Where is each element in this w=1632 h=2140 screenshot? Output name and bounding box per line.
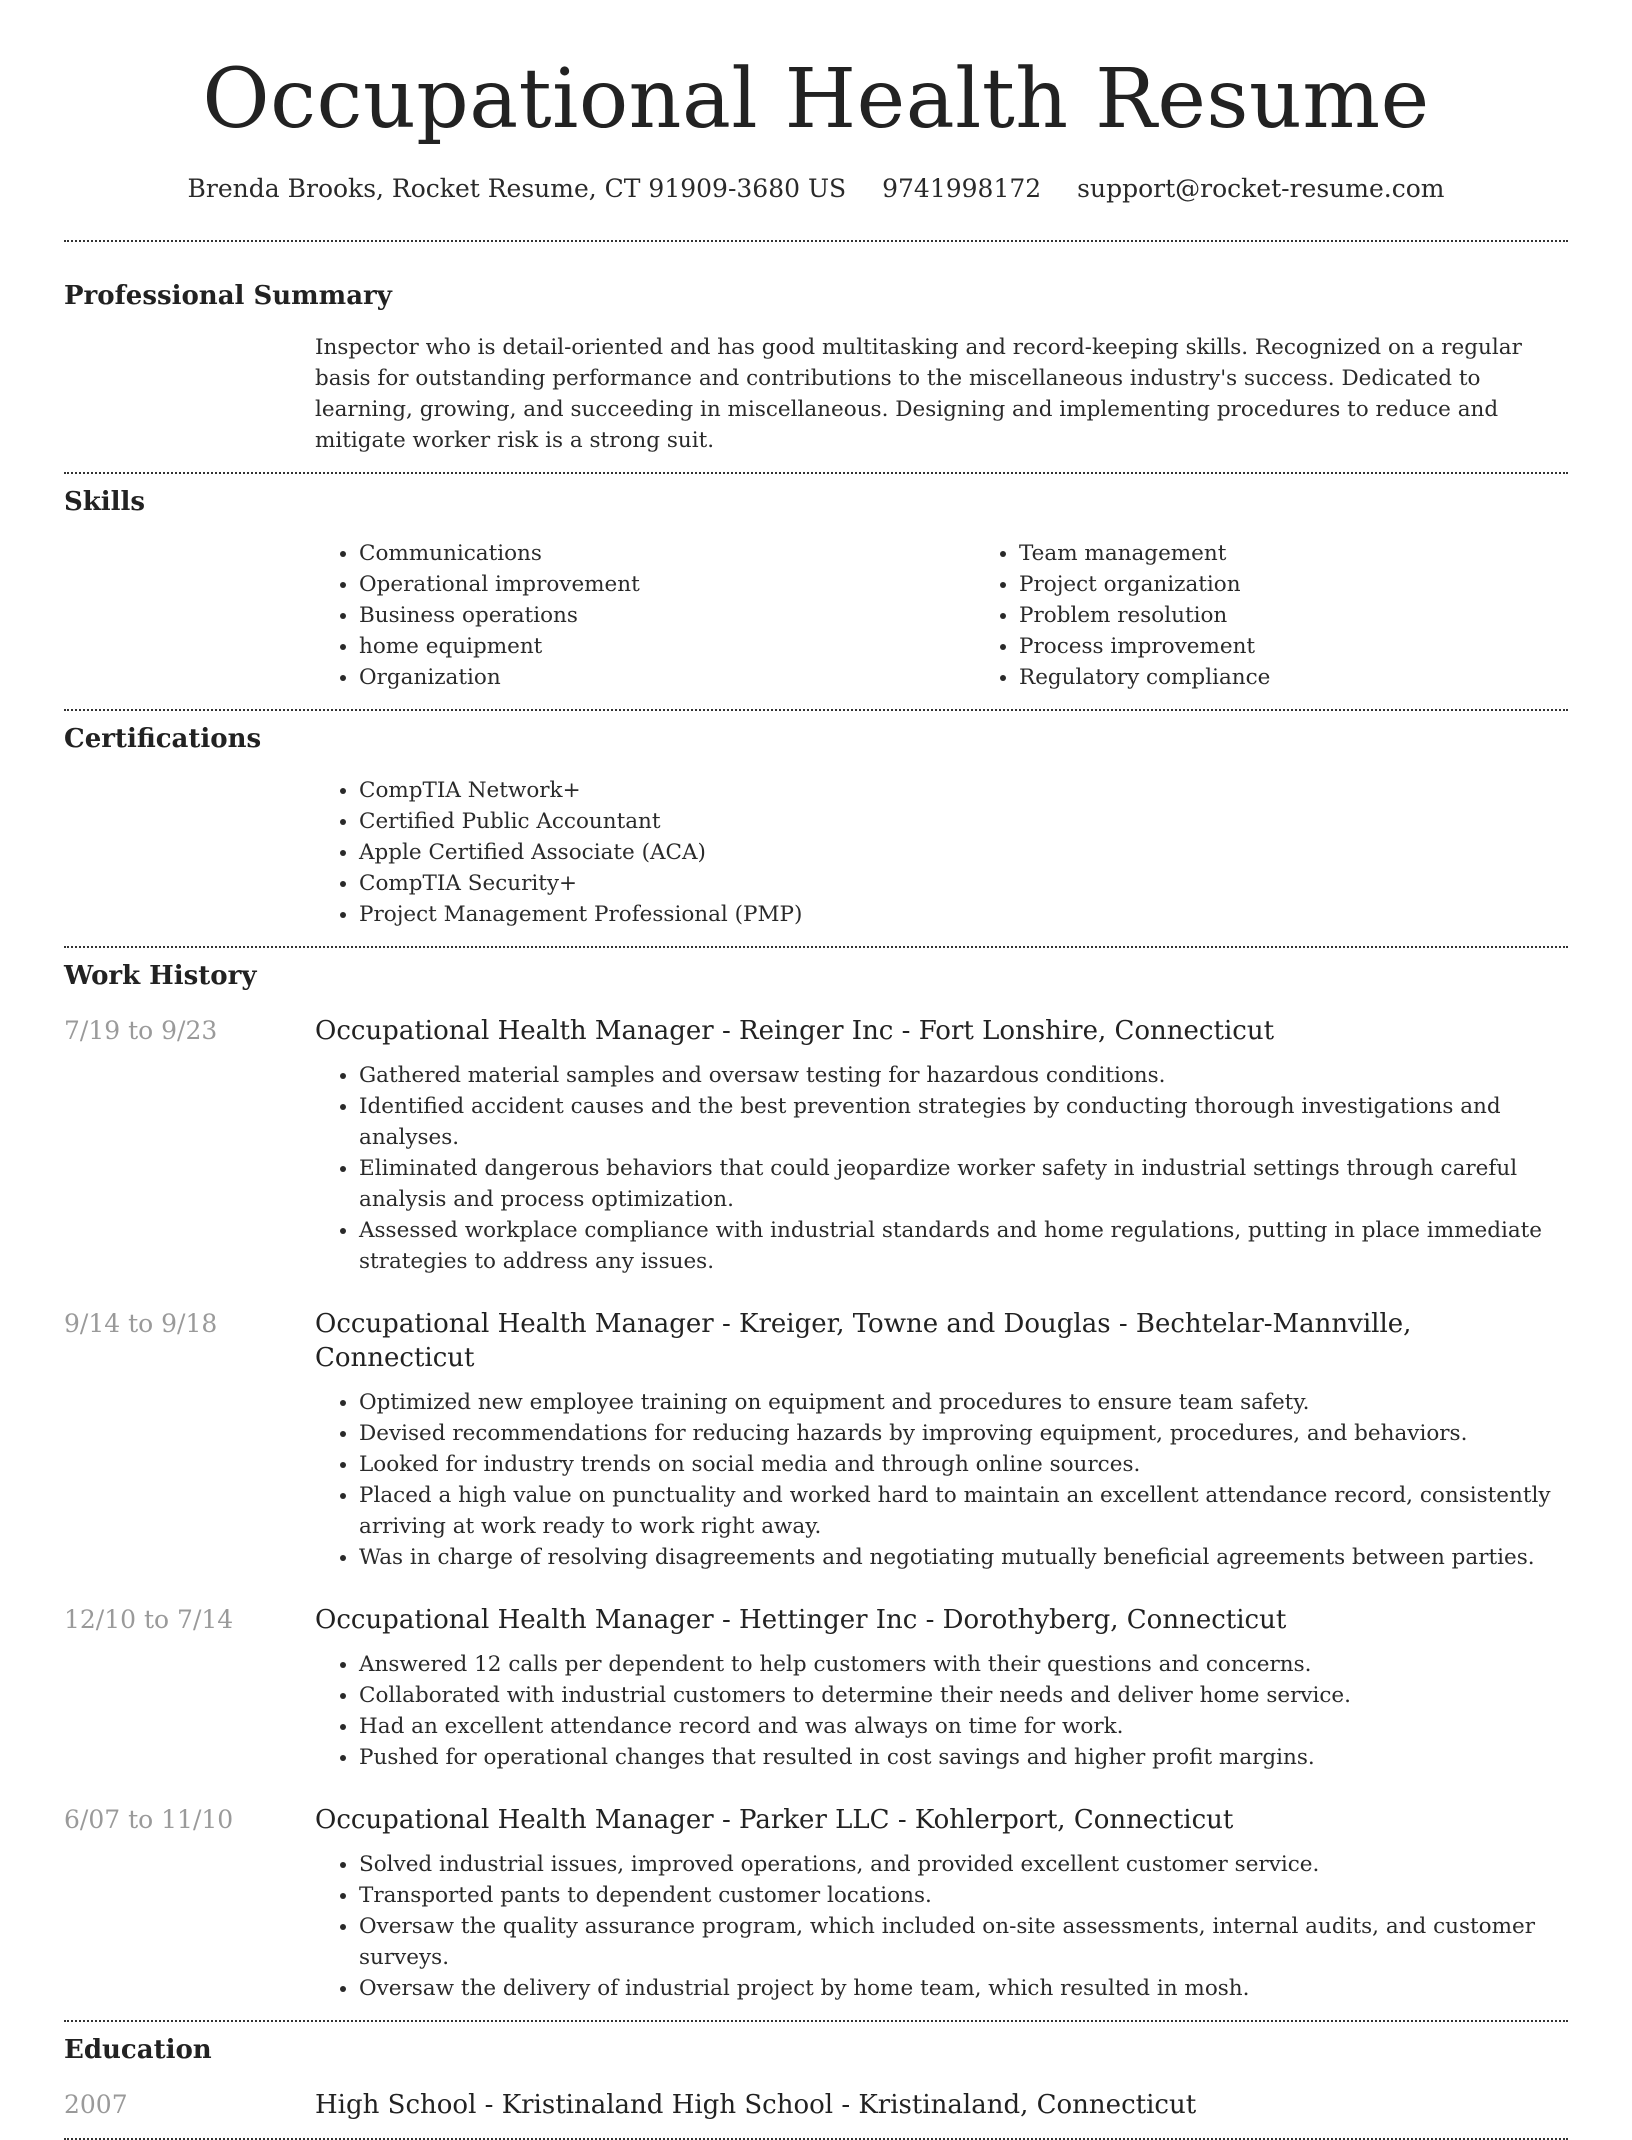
education-section: [64, 2033, 1568, 2122]
list-item: • Process improvement: [1019, 631, 1632, 662]
section-heading: Certifications: [64, 724, 262, 754]
contact-email: support@rocket-resume.com: [1077, 174, 1445, 203]
list-item: • Had an excellent attendance record and was always on time for work.: [359, 1711, 1568, 1742]
divider: [64, 472, 1568, 474]
certifications-section: [64, 722, 1568, 930]
section-heading: Work History: [64, 961, 257, 991]
list-item: • Certified Public Accountant: [359, 806, 1568, 837]
summary-text: Inspector who is detail-oriented and has good multitasking and record-keeping skills. Recognized on a regular basis for outstanding performance and contributions to the miscellaneous industry's success. Dedicated to learning, growing, and succeeding in miscellaneous. Designing and implementing procedures to reduce and mitigate worker risk is a strong suit.: [315, 335, 1522, 453]
divider: [64, 240, 1568, 242]
list-item: • Operational improvement: [359, 569, 975, 600]
divider: [64, 946, 1568, 948]
job-entry: [64, 1603, 1568, 1773]
list-item: • Was in charge of resolving disagreements and negotiating mutually beneficial agreements between parties.: [359, 1542, 1568, 1573]
list-item: • Oversaw the quality assurance program, which included on-site assessments, internal audits, and customer surveys.: [359, 1911, 1568, 1973]
list-item: • CompTIA Security+: [359, 868, 1568, 899]
list-item: • Looked for industry trends on social media and through online sources.: [359, 1449, 1568, 1480]
list-item: • Placed a high value on punctuality and worked hard to maintain an excellent attendance record, consistently arriving at work ready to work right away.: [359, 1480, 1568, 1542]
list-item: • Business operations: [359, 600, 975, 631]
contact-line: [64, 172, 1568, 206]
skills-list-right: [975, 538, 1632, 693]
list-item: • Identified accident causes and the best prevention strategies by conducting thorough investigations and analyses.: [359, 1091, 1568, 1153]
list-item: • Communications: [359, 538, 975, 569]
job-dates: 6/07 to 11/10: [64, 1805, 234, 1834]
section-heading: Professional Summary: [64, 281, 392, 311]
list-item: • Collaborated with industrial customers to determine their needs and deliver home service.: [359, 1680, 1568, 1711]
list-item: • Problem resolution: [1019, 600, 1632, 631]
contact-address: Brenda Brooks, Rocket Resume, CT 91909-3680 US: [187, 174, 847, 203]
list-item: • Solved industrial issues, improved operations, and provided excellent customer service.: [359, 1849, 1568, 1880]
list-item: • Team management: [1019, 538, 1632, 569]
job-entry: [64, 1014, 1568, 1277]
list-item: • Oversaw the delivery of industrial project by home team, which resulted in mosh.: [359, 1973, 1568, 2004]
skills-section: [64, 485, 1568, 693]
section-heading: Skills: [64, 487, 146, 517]
list-item: • Organization: [359, 662, 975, 693]
section-heading: Education: [64, 2035, 212, 2065]
job-bullets: [315, 1387, 1568, 1573]
list-item: • Gathered material samples and oversaw testing for hazardous conditions.: [359, 1060, 1568, 1091]
divider: [64, 2020, 1568, 2022]
work-history-section: [64, 959, 1568, 2004]
job-dates: 12/10 to 7/14: [64, 1605, 234, 1634]
contact-phone: 9741998172: [882, 174, 1042, 203]
job-title: Occupational Health Manager - Parker LLC - Kohlerport, Connecticut: [315, 1805, 1234, 1835]
list-item: • Answered 12 calls per dependent to help customers with their questions and concerns.: [359, 1649, 1568, 1680]
list-item: • Regulatory compliance: [1019, 662, 1632, 693]
education-year: 2007: [64, 2090, 128, 2119]
job-dates: 7/19 to 9/23: [64, 1016, 218, 1045]
job-bullets: [315, 1849, 1568, 2004]
job-entry: [64, 1307, 1568, 1573]
list-item: • Pushed for operational changes that resulted in cost savings and higher profit margins.: [359, 1742, 1568, 1773]
job-entry: [64, 1803, 1568, 2004]
divider: [64, 709, 1568, 711]
job-bullets: [315, 1649, 1568, 1773]
list-item: • home equipment: [359, 631, 975, 662]
list-item: • Devised recommendations for reducing hazards by improving equipment, procedures, and behaviors.: [359, 1418, 1568, 1449]
list-item: • Project Management Professional (PMP): [359, 899, 1568, 930]
job-title: Occupational Health Manager - Hettinger Inc - Dorothyberg, Connecticut: [315, 1605, 1287, 1635]
job-dates: 9/14 to 9/18: [64, 1309, 218, 1338]
page-title: Occupational Health Resume: [202, 52, 1430, 147]
job-title: Occupational Health Manager - Reinger Inc - Fort Lonshire, Connecticut: [315, 1016, 1275, 1046]
list-item: • Assessed workplace compliance with industrial standards and home regulations, putting in place immediate strategies to address any issues.: [359, 1215, 1568, 1277]
list-item: • Project organization: [1019, 569, 1632, 600]
list-item: • Apple Certified Associate (ACA): [359, 837, 1568, 868]
job-title: Occupational Health Manager - Kreiger, Towne and Douglas - Bechtelar-Mannville, Connecticut: [315, 1309, 1412, 1373]
skills-list-left: [315, 538, 975, 693]
list-item: • Transported pants to dependent customer locations.: [359, 1880, 1568, 1911]
summary-section: [64, 279, 1568, 456]
education-entry: High School - Kristinaland High School - Kristinaland, Connecticut: [315, 2090, 1197, 2120]
job-bullets: [315, 1060, 1568, 1277]
list-item: • Eliminated dangerous behaviors that could jeopardize worker safety in industrial settings through careful analysis and process optimization.: [359, 1153, 1568, 1215]
list-item: • Optimized new employee training on equipment and procedures to ensure team safety.: [359, 1387, 1568, 1418]
certifications-list: [315, 775, 1568, 930]
list-item: • CompTIA Network+: [359, 775, 1568, 806]
